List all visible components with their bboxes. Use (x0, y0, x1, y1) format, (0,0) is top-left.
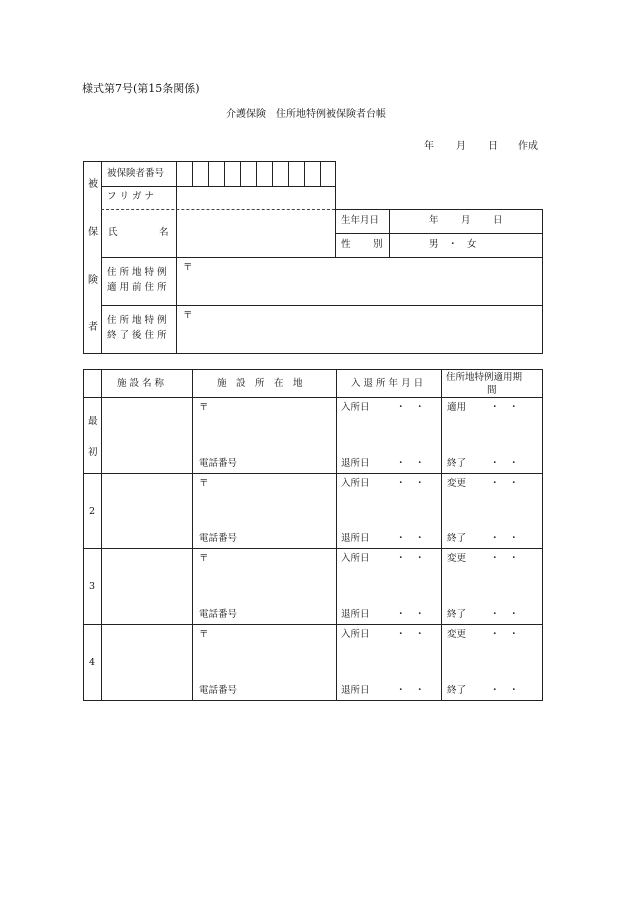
enter-date-dots[interactable]: ・ ・ (396, 402, 425, 413)
birth-day: 日 (493, 215, 503, 226)
addr-before-postal-mark: 〒 (183, 262, 193, 273)
start-dots[interactable]: ・ ・ (490, 402, 519, 413)
addr-after-input[interactable] (177, 306, 541, 352)
created-suffix: 作成 (518, 141, 538, 152)
end-label: 終了 (447, 458, 467, 469)
change-label: 変更 (447, 478, 467, 489)
enter-date-label: 入所日 (341, 629, 370, 640)
change-dots[interactable]: ・ ・ (490, 629, 519, 640)
row-label-4: 4 (89, 657, 96, 668)
postal-mark: 〒 (199, 402, 209, 413)
header-period-1: 住所地特例適用期 (446, 372, 523, 383)
end-dots[interactable]: ・ ・ (490, 609, 519, 620)
change-dots[interactable]: ・ ・ (490, 478, 519, 489)
addr-after-label-2: 終 了 後 住 所 (107, 330, 167, 341)
addr-after-postal-mark: 〒 (183, 310, 193, 321)
change-label: 変更 (447, 553, 467, 564)
addr-before-input[interactable] (177, 258, 541, 304)
insured-side-label-4: 者 (88, 322, 98, 333)
sex-options[interactable]: 男 ・ 女 (429, 239, 477, 250)
header-facility-address: 施 設 所 在 地 (217, 378, 303, 389)
name-label-2: 名 (159, 227, 169, 238)
created-month: 月 (456, 141, 466, 152)
header-dates: 入 退 所 年 月 日 (351, 378, 424, 389)
exit-date-label: 退所日 (341, 609, 370, 620)
end-dots[interactable]: ・ ・ (490, 458, 519, 469)
exit-date-label: 退所日 (341, 533, 370, 544)
facility-name-input[interactable] (102, 398, 191, 472)
postal-mark: 〒 (199, 553, 209, 564)
addr-after-label-1: 住 所 地 特 例 (107, 315, 167, 326)
postal-mark: 〒 (199, 629, 209, 640)
name-label-1: 氏 (108, 227, 118, 238)
furigana-input[interactable] (177, 187, 334, 208)
enter-date-label: 入所日 (341, 478, 370, 489)
row-label-3: 3 (89, 581, 96, 592)
insured-side-label-2: 保 (88, 227, 98, 238)
name-input[interactable] (177, 210, 334, 256)
change-label: 変更 (447, 629, 467, 640)
enter-date-dots[interactable]: ・ ・ (396, 478, 425, 489)
facility-name-input[interactable] (102, 625, 191, 699)
sex-label-2: 別 (373, 239, 383, 250)
birth-year: 年 (429, 215, 439, 226)
form-number: 様式第7号(第15条関係) (82, 82, 200, 95)
created-year: 年 (424, 141, 434, 152)
phone-label: 電話番号 (199, 609, 238, 620)
end-dots[interactable]: ・ ・ (490, 685, 519, 696)
exit-date-label: 退所日 (341, 458, 370, 469)
header-period-2: 間 (487, 385, 497, 396)
end-label: 終了 (447, 533, 467, 544)
page-title: 介護保険 住所地特例被保険者台帳 (226, 109, 386, 120)
header-facility-name: 施 設 名 称 (117, 378, 165, 389)
exit-date-dots[interactable]: ・ ・ (396, 609, 425, 620)
enter-date-dots[interactable]: ・ ・ (396, 553, 425, 564)
exit-date-dots[interactable]: ・ ・ (396, 458, 425, 469)
enter-date-dots[interactable]: ・ ・ (396, 629, 425, 640)
birth-label: 生年月日 (341, 215, 380, 226)
facility-name-input[interactable] (102, 474, 191, 547)
insured-side-label-1: 被 (88, 179, 98, 190)
insured-side-label-3: 険 (88, 275, 98, 286)
facility-name-input[interactable] (102, 549, 191, 623)
enter-date-label: 入所日 (341, 402, 370, 413)
furigana-label: フ リ ガ ナ (107, 191, 155, 202)
postal-mark: 〒 (199, 478, 209, 489)
change-dots[interactable]: ・ ・ (490, 553, 519, 564)
row-label-1: 最 (88, 416, 98, 427)
exit-date-dots[interactable]: ・ ・ (396, 685, 425, 696)
exit-date-label: 退所日 (341, 685, 370, 696)
phone-label: 電話番号 (199, 685, 238, 696)
end-label: 終了 (447, 685, 467, 696)
end-label: 終了 (447, 609, 467, 620)
start-label: 適用 (447, 402, 467, 413)
exit-date-dots[interactable]: ・ ・ (396, 533, 425, 544)
row-label-1b: 初 (88, 447, 98, 458)
addr-before-label-1: 住 所 地 特 例 (107, 267, 167, 278)
phone-label: 電話番号 (199, 533, 238, 544)
phone-label: 電話番号 (199, 458, 238, 469)
insured-number-input[interactable] (177, 162, 334, 185)
end-dots[interactable]: ・ ・ (490, 533, 519, 544)
enter-date-label: 入所日 (341, 553, 370, 564)
row-label-2: 2 (89, 506, 96, 517)
created-day: 日 (488, 141, 498, 152)
sex-label-1: 性 (341, 239, 351, 250)
insured-number-label: 被保険者番号 (107, 168, 165, 179)
birth-month: 月 (461, 215, 471, 226)
addr-before-label-2: 適 用 前 住 所 (107, 282, 167, 293)
